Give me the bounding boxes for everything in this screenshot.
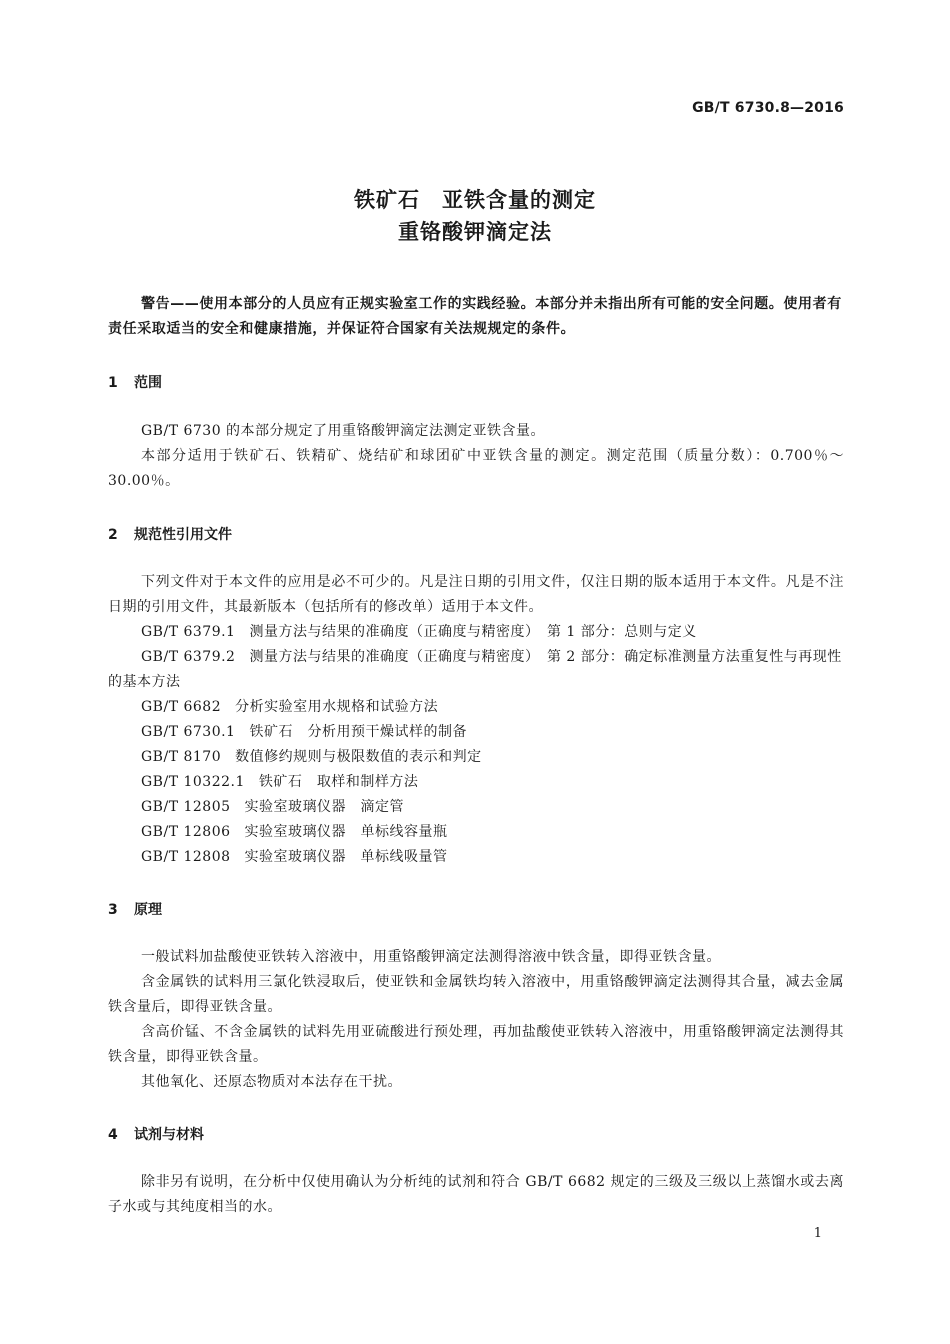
ref-code: GB/T 12808: [141, 849, 231, 865]
ref-title: 测量方法与结果的准确度（正确度与精密度） 第 1 部分：总则与定义: [249, 624, 697, 640]
section-title: 原理: [134, 902, 162, 918]
section-4-heading: [108, 1124, 204, 1144]
warning-paragraph: 警告——使用本部分的人员应有正规实验室工作的实践经验。本部分并未指出所有可能的安全问题。使用者有责任采取适当的安全和健康措施，并保证符合国家有关法规规定的条件。: [108, 296, 842, 337]
ref-item: [108, 845, 844, 870]
scope-paragraph-2: 本部分适用于铁矿石、铁精矿、烧结矿和球团矿中亚铁含量的测定。测定范围（质量分数）：0.700％～30.00％。: [108, 448, 844, 489]
section-1-heading: [108, 372, 162, 392]
ref-title: 实验室玻璃仪器 滴定管: [244, 799, 405, 815]
principle-paragraph-2: 含金属铁的试料用三氯化铁浸取后，使亚铁和金属铁均转入溶液中，用重铬酸钾滴定法测得其合量，减去金属铁含量后，即得亚铁含量。: [108, 974, 844, 1015]
ref-title: 分析实验室用水规格和试验方法: [235, 699, 439, 715]
ref-item: [108, 645, 844, 695]
section-title: 试剂与材料: [134, 1127, 204, 1143]
ref-title: 铁矿石 取样和制样方法: [258, 774, 419, 790]
principle-paragraph-1: 一般试料加盐酸使亚铁转入溶液中，用重铬酸钾滴定法测得溶液中铁含量，即得亚铁含量。: [141, 949, 721, 965]
reagents-paragraph-1: 除非另有说明，在分析中仅使用确认为分析纯的试剂和符合 GB/T 6682 规定的三级及三级以上蒸馏水或去离子水或与其纯度相当的水。: [108, 1174, 844, 1215]
ref-item: [108, 620, 844, 645]
section-number: 2: [108, 527, 118, 543]
document-title-line1: 铁矿石 亚铁含量的测定: [354, 188, 596, 212]
section-number: 4: [108, 1127, 118, 1143]
ref-code: GB/T 6379.1: [141, 624, 236, 640]
principle-paragraph-4: 其他氧化、还原态物质对本法存在干扰。: [141, 1074, 402, 1090]
ref-title: 实验室玻璃仪器 单标线容量瓶: [244, 824, 448, 840]
ref-item: [108, 745, 844, 770]
ref-title: 实验室玻璃仪器 单标线吸量管: [244, 849, 448, 865]
ref-code: GB/T 6730.1: [141, 724, 236, 740]
ref-code: GB/T 6379.2: [141, 649, 236, 665]
ref-code: GB/T 10322.1: [141, 774, 245, 790]
ref-code: GB/T 8170: [141, 749, 222, 765]
document-title-line2: 重铬酸钾滴定法: [398, 220, 552, 244]
principle-paragraph-3: 含高价锰、不含金属铁的试料先用亚硫酸进行预处理，再加盐酸使亚铁转入溶液中，用重铬酸钾滴定法测得其铁含量，即得亚铁含量。: [108, 1024, 844, 1065]
ref-code: GB/T 6682: [141, 699, 222, 715]
ref-title: 测量方法与结果的准确度（正确度与精密度） 第 2 部分：确定标准测量方法重复性与再现性的基本方法: [108, 649, 842, 690]
ref-item: [108, 720, 844, 745]
page-number: 1: [813, 1226, 822, 1241]
section-2-heading: [108, 524, 232, 544]
section-title: 规范性引用文件: [134, 527, 232, 543]
ref-item: [108, 695, 844, 720]
ref-item: [108, 795, 844, 820]
scope-paragraph-1: GB/T 6730 的本部分规定了用重铬酸钾滴定法测定亚铁含量。: [141, 423, 546, 439]
ref-title: 铁矿石 分析用预干燥试样的制备: [249, 724, 467, 740]
section-number: 3: [108, 902, 118, 918]
ref-code: GB/T 12806: [141, 824, 231, 840]
refs-intro: 下列文件对于本文件的应用是必不可少的。凡是注日期的引用文件，仅注日期的版本适用于本文件。凡是不注日期的引用文件，其最新版本（包括所有的修改单）适用于本文件。: [108, 574, 844, 615]
section-title: 范围: [134, 375, 162, 391]
ref-title: 数值修约规则与极限数值的表示和判定: [235, 749, 482, 765]
ref-code: GB/T 12805: [141, 799, 231, 815]
section-number: 1: [108, 375, 118, 391]
ref-item: [108, 820, 844, 845]
standard-number: GB/T 6730.8—2016: [692, 100, 844, 116]
section-3-heading: [108, 899, 162, 919]
ref-item: [108, 770, 844, 795]
